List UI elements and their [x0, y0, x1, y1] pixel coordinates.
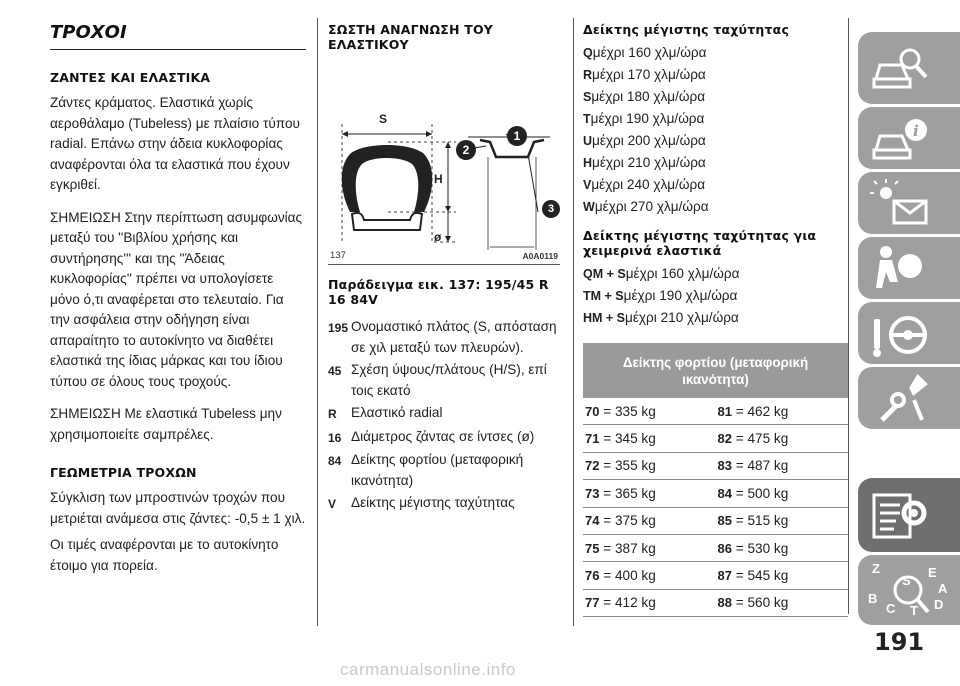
wrench-icon	[868, 372, 938, 427]
watermark: carmanualsonline.info	[340, 660, 516, 679]
table-row: 74 = 375 kg 85 = 515 kg	[583, 508, 848, 535]
geometry-paragraph-2: Οι τιμές αναφέρονται με το αυτοκίνητο έτοιμο για πορεία.	[50, 537, 279, 573]
list-item: Hμέχρι 210 χλμ/ώρα	[583, 155, 706, 170]
definition-item: 84 Δείκτης φορτίου (μεταφορική ικανότητα)	[328, 452, 524, 488]
side-tab-index[interactable]	[858, 555, 960, 625]
winter-speed-heading: Δείκτης μέγιστης ταχύτητας για χειμερινά ελαστικά	[583, 228, 817, 258]
label-h: H	[434, 172, 443, 186]
list-item: Qμέχρι 160 χλμ/ώρα	[583, 45, 707, 60]
geometry-paragraph-1: Σύγκλιση των μπροστινών τροχών που μετριέται ανάμεσα στις ζάντες: -0,5 ± 1 χιλ.	[50, 490, 306, 526]
side-tab-car-search[interactable]	[858, 32, 960, 104]
definition-item: R Ελαστικό radial	[328, 405, 443, 421]
page-number: 191	[874, 628, 925, 656]
note-paragraph-2: ΣΗΜΕΙΩΣΗ Με ελαστικά Tubeless μην χρησιμοποιείτε σαμπρέλες.	[50, 406, 282, 442]
speed-index-list	[583, 42, 848, 218]
warning-lights-icon	[868, 177, 938, 232]
list-item: Tμέχρι 190 χλμ/ώρα	[583, 111, 705, 126]
callout-3: 3	[542, 200, 560, 218]
figure-number: 137	[330, 250, 346, 261]
table-row: 76 = 400 kg 87 = 545 kg	[583, 562, 848, 589]
side-tab-warning-lights[interactable]	[858, 172, 960, 234]
side-tab-technical-data[interactable]	[858, 478, 960, 552]
side-tab-car-info[interactable]	[858, 107, 960, 169]
list-item: QM + Sμέχρι 160 χλμ/ώρα	[583, 266, 740, 281]
load-index-table	[583, 343, 848, 617]
index-letter: C	[886, 601, 896, 616]
callout-2: 2	[456, 140, 476, 160]
table-row: 75 = 387 kg 86 = 530 kg	[583, 535, 848, 562]
column-divider	[848, 18, 849, 614]
svg-text:i: i	[913, 122, 919, 140]
table-header: Δείκτης φορτίου (μεταφορική ικανότητα)	[583, 343, 848, 398]
technical-data-icon	[868, 483, 938, 545]
list-item: TM + Sμέχρι 190 χλμ/ώρα	[583, 288, 738, 303]
figure-code: A0A0119	[522, 251, 558, 261]
car-info-icon	[868, 112, 938, 167]
column-middle	[328, 22, 560, 517]
definition-item: 16 Διάμετρος ζάντας σε ίντσες (ø)	[328, 428, 535, 445]
list-item: Wμέχρι 270 χλμ/ώρα	[583, 199, 709, 214]
rims-heading: ΖΑΝΤΕΣ ΚΑΙ ΕΛΑΣΤΙΚΑ	[50, 70, 211, 85]
index-letter: S	[902, 573, 911, 588]
side-tab-airbag[interactable]	[858, 237, 960, 299]
example-heading: Παράδειγμα εικ. 137: 195/45 R 16 84V	[328, 277, 549, 307]
side-tab-maintenance[interactable]	[858, 367, 960, 429]
column-divider	[317, 18, 318, 626]
side-tab-driving[interactable]	[858, 302, 960, 364]
label-diameter: ø	[434, 230, 442, 244]
callout-1: 1	[507, 126, 527, 146]
index-letter: D	[934, 597, 944, 612]
table-row: 70 = 335 kg 81 = 462 kg	[583, 398, 848, 425]
index-letter: T	[910, 603, 918, 618]
index-letter: B	[868, 591, 878, 606]
index-letter: E	[928, 565, 937, 580]
table-row: 73 = 365 kg 84 = 500 kg	[583, 480, 848, 507]
airbag-icon	[868, 242, 938, 297]
definition-list	[328, 317, 560, 515]
index-letter: Z	[872, 561, 880, 576]
note-paragraph-1: ΣΗΜΕΙΩΣΗ Στην περίπτωση ασυμφωνίας μεταξύ του ''Βιβλίου χρήσης και συντήρησης''' και της ''Άδειας κυκλοφορίας'' πρέπει να υπολογίσετε μόνο ό,τι αναφέρεται στο τελευταίο. Για την ασφάλεια στην οδήγηση είναι απαραίτητο το αυτοκίνητο να διαθέτει ελαστικά της ίδιας μάρκας και του ίδιου τύπου σε όλους τους τροχούς.	[50, 209, 303, 389]
index-letter: A	[938, 581, 948, 596]
list-item: Rμέχρι 170 χλμ/ώρα	[583, 67, 706, 82]
tire-diagram	[328, 62, 560, 265]
winter-speed-list	[583, 263, 848, 329]
car-search-icon	[868, 37, 938, 97]
geometry-heading: ΓΕΩΜΕΤΡΙΑ ΤΡΟΧΩΝ	[50, 465, 197, 480]
tire-reading-heading: ΣΩΣΤΗ ΑΝΑΓΝΩΣΗ ΤΟΥ ΕΛΑΣΤΙΚΟΥ	[328, 22, 494, 52]
table-row: 71 = 345 kg 82 = 475 kg	[583, 425, 848, 452]
speed-index-heading: Δείκτης μέγιστης ταχύτητας	[583, 22, 790, 37]
list-item: Sμέχρι 180 χλμ/ώρα	[583, 89, 706, 104]
section-title: ΤΡΟΧΟΙ	[50, 22, 306, 50]
list-item: Vμέχρι 240 χλμ/ώρα	[583, 177, 706, 192]
list-item: Uμέχρι 200 χλμ/ώρα	[583, 133, 706, 148]
label-s: S	[379, 112, 388, 126]
column-right	[583, 22, 848, 617]
definition-item: V Δείκτης μέγιστης ταχύτητας	[328, 495, 515, 511]
list-item: HM + Sμέχρι 210 χλμ/ώρα	[583, 310, 739, 325]
rims-paragraph: Ζάντες κράματος. Ελαστικά χωρίς αεροθάλαμο (Tubeless) με πλαίσιο τύπου radial. Επάνω στην άδεια κυκλοφορίας αναφέρονται όλα τα ελαστικά που έχουν εγκριθεί.	[50, 95, 300, 192]
column-left	[50, 22, 306, 588]
steering-wheel-icon	[868, 307, 938, 362]
table-row: 77 = 412 kg 88 = 560 kg	[583, 590, 848, 617]
column-divider	[573, 18, 574, 626]
definition-item: 195 Ονομαστικό πλάτος (S, απόσταση σε χιλ μεταξύ των πλευρών).	[328, 319, 557, 355]
definition-item: 45 Σχέση ύψους/πλάτους (H/S), επί τοις εκατό	[328, 362, 547, 398]
table-row: 72 = 355 kg 83 = 487 kg	[583, 453, 848, 480]
tire-cross-section-svg	[328, 62, 560, 265]
